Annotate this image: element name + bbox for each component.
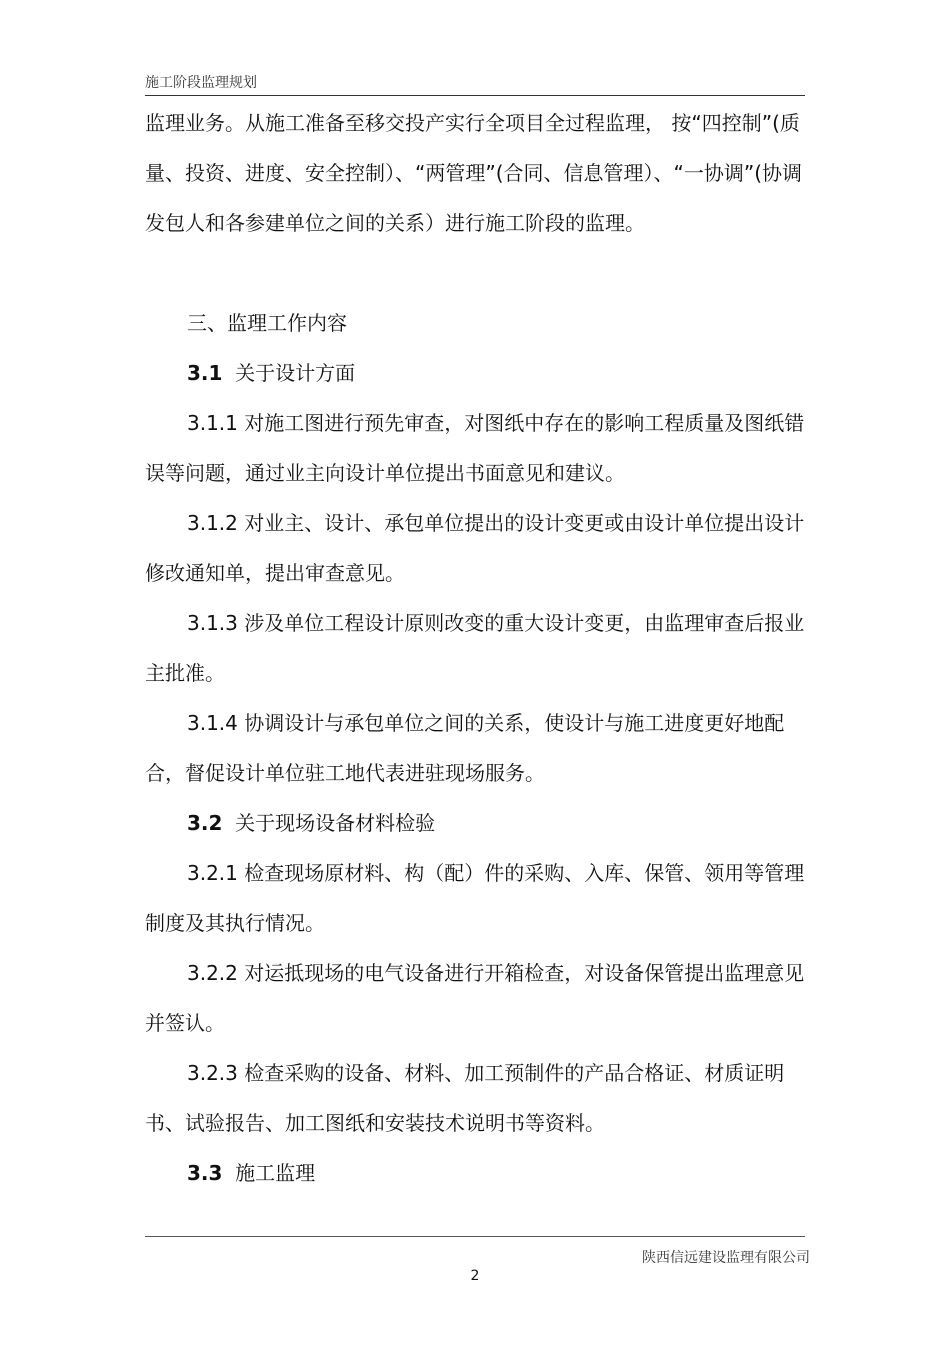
heading-3-1 xyxy=(145,348,805,398)
section-heading-3: 三、监理工作内容 xyxy=(187,311,347,335)
paragraph-intro: 监理业务。从施工准备至移交投产实行全项目全过程监理， 按“四控制”(质量、投资、进度、安全控制）、“两管理”(合同、信息管理）、“一协调”(协调发包人和各参建单位之间的关系）进行施工阶段的监理。 xyxy=(145,111,803,235)
heading-number: 3.3 xyxy=(187,1161,223,1185)
page-number: 2 xyxy=(470,1268,480,1284)
heading-3-2 xyxy=(145,798,805,848)
spacer xyxy=(145,248,805,298)
paragraph-3-1-1: 3.1.1 对施工图进行预先审查，对图纸中存在的影响工程质量及图纸错误等问题，通过业主向设计单位提出书面意见和建议。 xyxy=(145,411,805,485)
heading-number: 3.2 xyxy=(187,811,223,835)
heading-number: 3.1 xyxy=(187,361,223,385)
paragraph-3-1-3: 3.1.3 涉及单位工程设计原则改变的重大设计变更，由监理审查后报业主批准。 xyxy=(145,611,805,685)
header-title: 施工阶段监理规划 xyxy=(145,75,257,91)
paragraph-3-2-2: 3.2.2 对运抵现场的电气设备进行开箱检查，对设备保管提出监理意见并签认。 xyxy=(145,961,805,1035)
heading-text: 施工监理 xyxy=(235,1161,316,1185)
footer-company: 陕西信远建设监理有限公司 xyxy=(642,1250,810,1266)
paragraph-3-1-2: 3.1.2 对业主、设计、承包单位提出的设计变更或由设计单位提出设计修改通知单，提出审查意见。 xyxy=(145,511,805,585)
paragraph-3-2-1: 3.2.1 检查现场原材料、构（配）件的采购、入库、保管、领用等管理制度及其执行情况。 xyxy=(145,861,805,935)
heading-text: 关于设计方面 xyxy=(235,361,356,385)
footer-rule xyxy=(145,1236,805,1237)
header-rule xyxy=(145,95,805,96)
heading-3-3 xyxy=(145,1148,805,1198)
paragraph-3-2-3: 3.2.3 检查采购的设备、材料、加工预制件的产品合格证、材质证明书、试验报告、加工图纸和安装技术说明书等资料。 xyxy=(145,1061,785,1135)
paragraph-3-1-4: 3.1.4 协调设计与承包单位之间的关系，使设计与施工进度更好地配合，督促设计单位驻工地代表进驻现场服务。 xyxy=(145,711,785,785)
document-body xyxy=(145,98,805,1198)
heading-text: 关于现场设备材料检验 xyxy=(235,811,436,835)
